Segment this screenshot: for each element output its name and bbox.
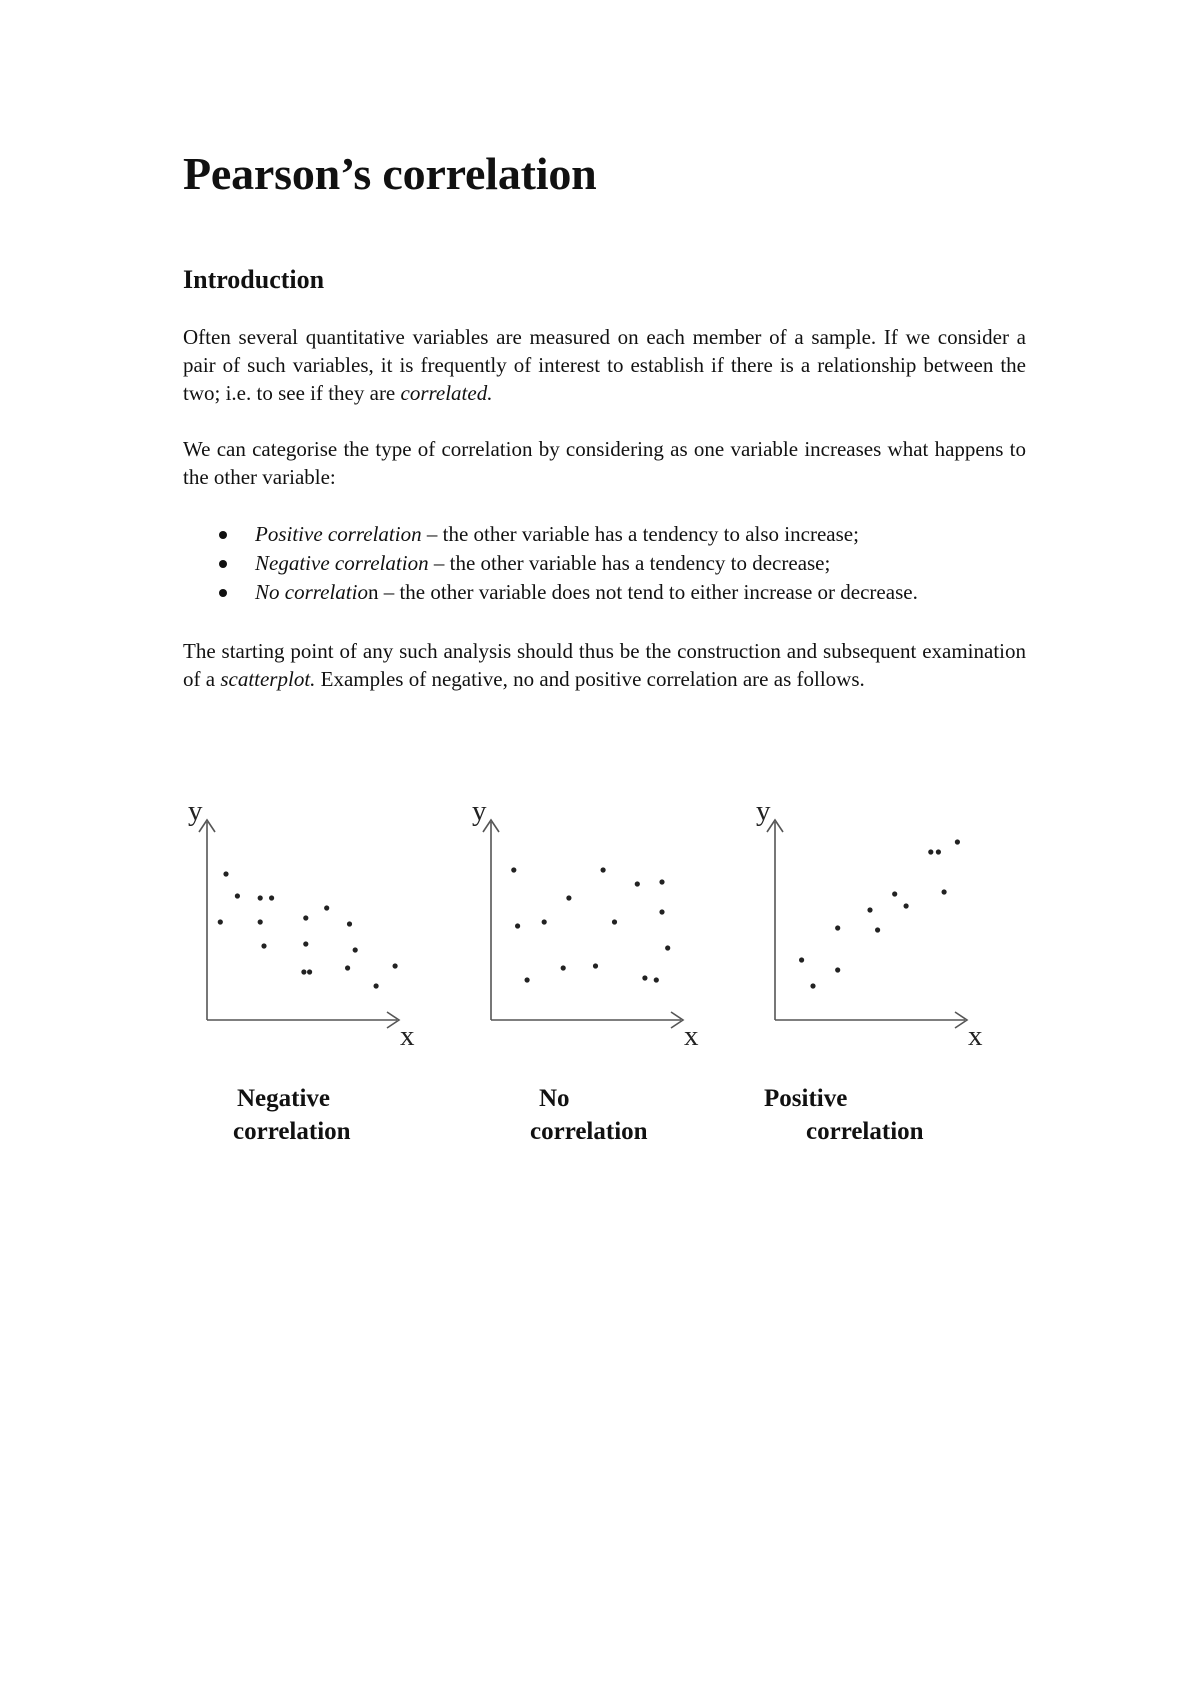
list-item-text: n – the other variable does not tend to either increase or decrease. (367, 580, 918, 604)
scatter-point (665, 945, 670, 950)
negative-correlation-scatterplot (180, 790, 440, 1060)
y-axis-label: y (188, 795, 203, 827)
list-item-term: Negative correlation (255, 551, 429, 575)
scatter-point (303, 915, 308, 920)
scatter-point (511, 867, 516, 872)
scatterplot-paragraph-text: The starting point of any such analysis should thus be the construction and subsequent examination of a (183, 639, 1026, 691)
scatter-points (799, 839, 960, 988)
scatterplot-examples (0, 790, 1200, 1070)
scatter-point (542, 919, 547, 924)
scatter-point (347, 921, 352, 926)
intro-paragraph (183, 323, 1026, 407)
scatter-point (654, 977, 659, 982)
scatter-point (561, 965, 566, 970)
scatter-point (258, 919, 263, 924)
scatter-point (875, 927, 880, 932)
bullet-icon (219, 531, 227, 539)
scatter-point (642, 975, 647, 980)
no-correlation-scatterplot (464, 790, 724, 1060)
scatter-point (301, 969, 306, 974)
y-axis-label: y (472, 795, 487, 827)
chart-axes (756, 795, 983, 1052)
scatter-point (593, 963, 598, 968)
scatterplot-paragraph-emphasis: scatterplot. (220, 667, 316, 691)
scatter-point (258, 895, 263, 900)
intro-paragraph-emphasis: correlated. (400, 381, 493, 405)
scatter-point (601, 867, 606, 872)
scatter-point (659, 879, 664, 884)
caption-positive-correlation (764, 1082, 924, 1148)
caption-line-1: Negative (237, 1085, 331, 1112)
scatter-point (659, 909, 664, 914)
caption-line-2: correlation (806, 1118, 924, 1145)
scatter-point (525, 977, 530, 982)
caption-line-2: correlation (530, 1118, 648, 1145)
caption-negative-correlation (233, 1082, 351, 1148)
y-axis-label: y (756, 795, 771, 827)
list-item-text: – the other variable has a tendency to decrease; (428, 551, 831, 575)
scatter-point (353, 947, 358, 952)
scatter-point (942, 889, 947, 894)
scatter-points (218, 871, 398, 988)
scatterplot-paragraph (183, 637, 1026, 693)
scatter-point (303, 941, 308, 946)
scatter-point (345, 965, 350, 970)
scatter-point (307, 969, 312, 974)
x-axis-label: x (400, 1020, 415, 1052)
categorise-paragraph: We can categorise the type of correlation by considering as one variable increases what happens to the other variable: (183, 437, 1026, 489)
chart-axes (472, 795, 699, 1052)
scatter-point (393, 963, 398, 968)
scatter-point (635, 881, 640, 886)
scatter-point (566, 895, 571, 900)
caption-line-1: No (539, 1085, 570, 1112)
scatter-point (835, 925, 840, 930)
scatter-point (269, 895, 274, 900)
scatter-point (955, 839, 960, 844)
positive-correlation-scatterplot (748, 790, 1008, 1060)
intro-paragraph-text: Often several quantitative variables are measured on each member of a sample. If we consider a pair of such variables, it is frequently of interest to establish if there is a relationship between the two; i.e. to see if they are (183, 325, 1026, 405)
scatter-point (612, 919, 617, 924)
scatter-point (835, 967, 840, 972)
caption-no-correlation (530, 1082, 648, 1148)
caption-line-2: correlation (233, 1118, 351, 1145)
scatter-point (892, 891, 897, 896)
scatterplot-paragraph-tail: Examples of negative, no and positive correlation are as follows. (315, 667, 865, 691)
scatter-point (261, 943, 266, 948)
scatter-point (235, 893, 240, 898)
scatter-point (374, 983, 379, 988)
scatter-point (936, 849, 941, 854)
page-title: Pearson’s correlation (183, 148, 597, 199)
correlation-types-list (183, 520, 1053, 607)
scatter-point (218, 919, 223, 924)
list-item (183, 520, 1053, 549)
list-item (183, 578, 1053, 607)
scatter-points (511, 867, 670, 982)
list-item-term: Positive correlation (255, 522, 422, 546)
scatter-point (867, 907, 872, 912)
bullet-icon (219, 589, 227, 597)
scatter-point (810, 983, 815, 988)
caption-line-1: Positive (764, 1085, 848, 1112)
bullet-icon (219, 560, 227, 568)
list-item-text: – the other variable has a tendency to also increase; (421, 522, 859, 546)
scatter-point (904, 903, 909, 908)
list-item (183, 549, 1053, 578)
scatter-point (928, 849, 933, 854)
scatter-point (223, 871, 228, 876)
list-item-term: No correlatio (255, 580, 368, 604)
section-heading-introduction: Introduction (183, 265, 325, 294)
scatter-point (515, 923, 520, 928)
scatter-point (324, 905, 329, 910)
x-axis-label: x (968, 1020, 983, 1052)
x-axis-label: x (684, 1020, 699, 1052)
scatter-point (799, 957, 804, 962)
